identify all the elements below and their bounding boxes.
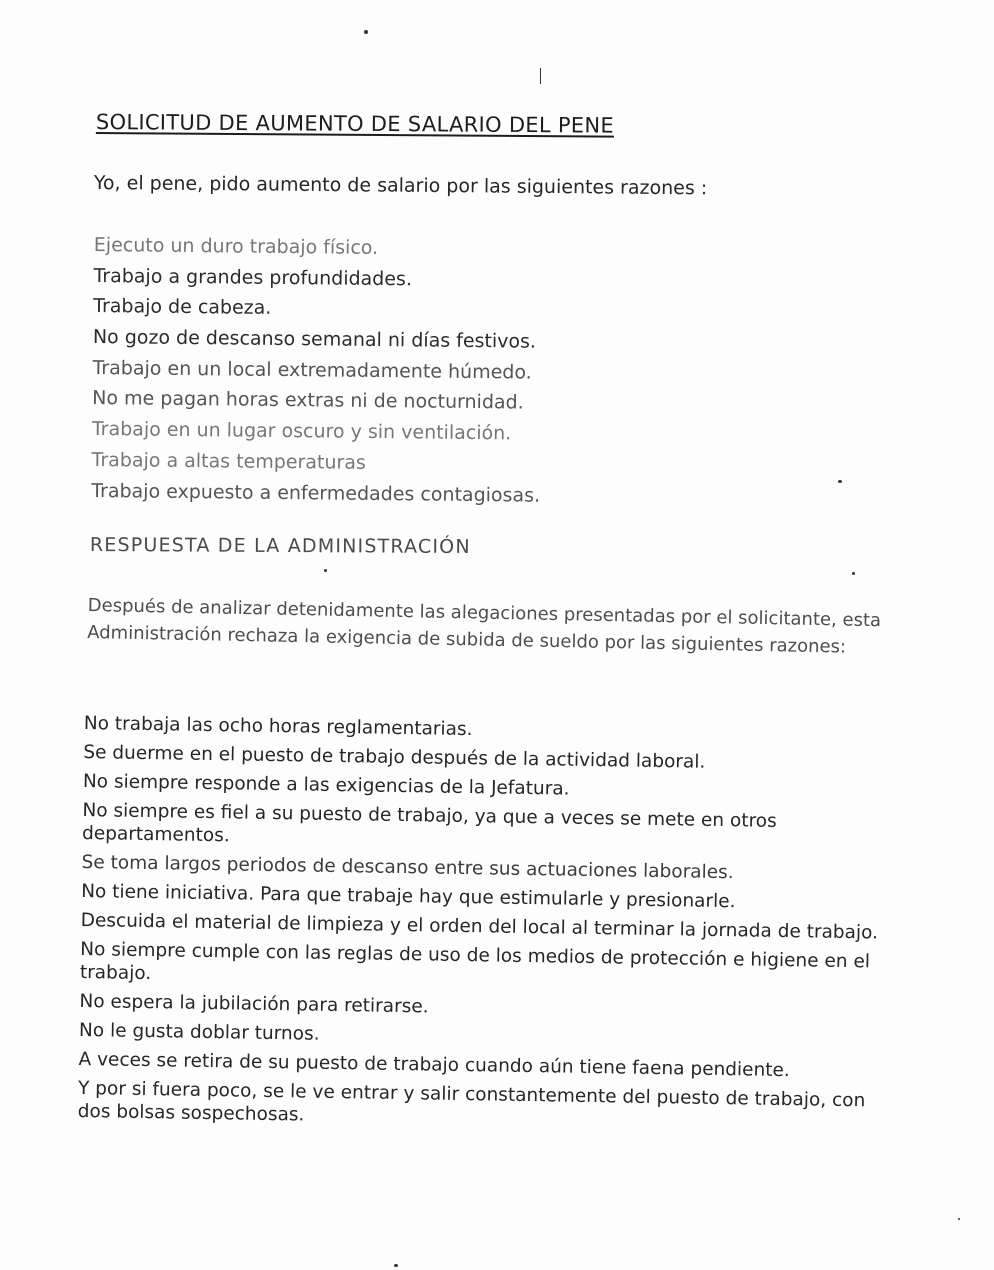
request-intro: Yo, el pene, pido aumento de salario por las siguientes razones : xyxy=(93,172,708,200)
rejection-item: Y por si fuera poco, se le ve entrar y salir constantemente del puesto de trabajo, con dos bolsas sospechosas. xyxy=(77,1077,866,1126)
rejection-item: Se duerme en el puesto de trabajo después de la actividad laboral. xyxy=(83,741,706,773)
scan-speck xyxy=(852,572,855,575)
document-title: SOLICITUD DE AUMENTO DE SALARIO DEL PENE xyxy=(95,110,615,138)
response-intro xyxy=(87,592,918,662)
response-title: RESPUESTA DE LA ADMINISTRACIÓN xyxy=(89,534,471,558)
reason-item: Ejecuto un duro trabajo físico. xyxy=(93,233,379,259)
rejection-item: Se toma largos periodos de descanso entre sus actuaciones laborales. xyxy=(81,851,734,884)
rejection-item: No espera la jubilación para retirarse. xyxy=(79,990,429,1018)
reason-item: No me pagan horas extras ni de nocturnidad. xyxy=(92,387,524,414)
rejection-item: No trabaja las ocho horas reglamentarias. xyxy=(83,712,473,741)
scan-speck xyxy=(324,569,327,572)
scan-speck xyxy=(958,1218,960,1220)
rejection-item: No siempre cumple con las reglas de uso de los medios de protección e higiene en el trabajo. xyxy=(79,938,871,985)
reason-item: Trabajo de cabeza. xyxy=(93,295,272,320)
rejection-item: A veces se retira de su puesto de trabajo cuando aún tiene faena pendiente. xyxy=(78,1048,790,1082)
rejection-item: No siempre responde a las exigencias de la Jefatura. xyxy=(82,770,570,800)
reason-item: Trabajo a altas temperaturas xyxy=(91,448,366,474)
rejections-list xyxy=(77,712,903,1142)
rejection-item: Descuida el material de limpieza y el orden del local al terminar la jornada de trabajo. xyxy=(80,909,879,944)
scan-speck xyxy=(394,1264,398,1267)
scan-speck xyxy=(364,30,368,34)
scan-speck xyxy=(540,68,541,84)
reasons-list xyxy=(91,230,543,511)
reason-item: Trabajo a grandes profundidades. xyxy=(93,264,413,291)
reason-item: Trabajo en un lugar oscuro y sin ventilación. xyxy=(91,418,512,445)
reason-item: No gozo de descanso semanal ni días festivos. xyxy=(92,326,537,353)
response-intro-text: Después de analizar detenidamente las alegaciones presentadas por el solicitante, esta Administración rechaza la exigencia de subida de sueldo por las siguientes razones: xyxy=(87,594,882,658)
reason-item: Trabajo en un local extremadamente húmedo. xyxy=(92,356,532,384)
rejection-item: No tiene iniciativa. Para que trabaje hay que estimularle y presionarle. xyxy=(81,880,736,913)
rejection-item: No siempre es fiel a su puesto de trabajo, ya que a veces se mete en otros departamentos. xyxy=(81,799,777,847)
scan-speck xyxy=(838,480,842,483)
rejection-item: No le gusta doblar turnos. xyxy=(78,1019,320,1045)
reason-item: Trabajo expuesto a enfermedades contagiosas. xyxy=(91,479,541,507)
